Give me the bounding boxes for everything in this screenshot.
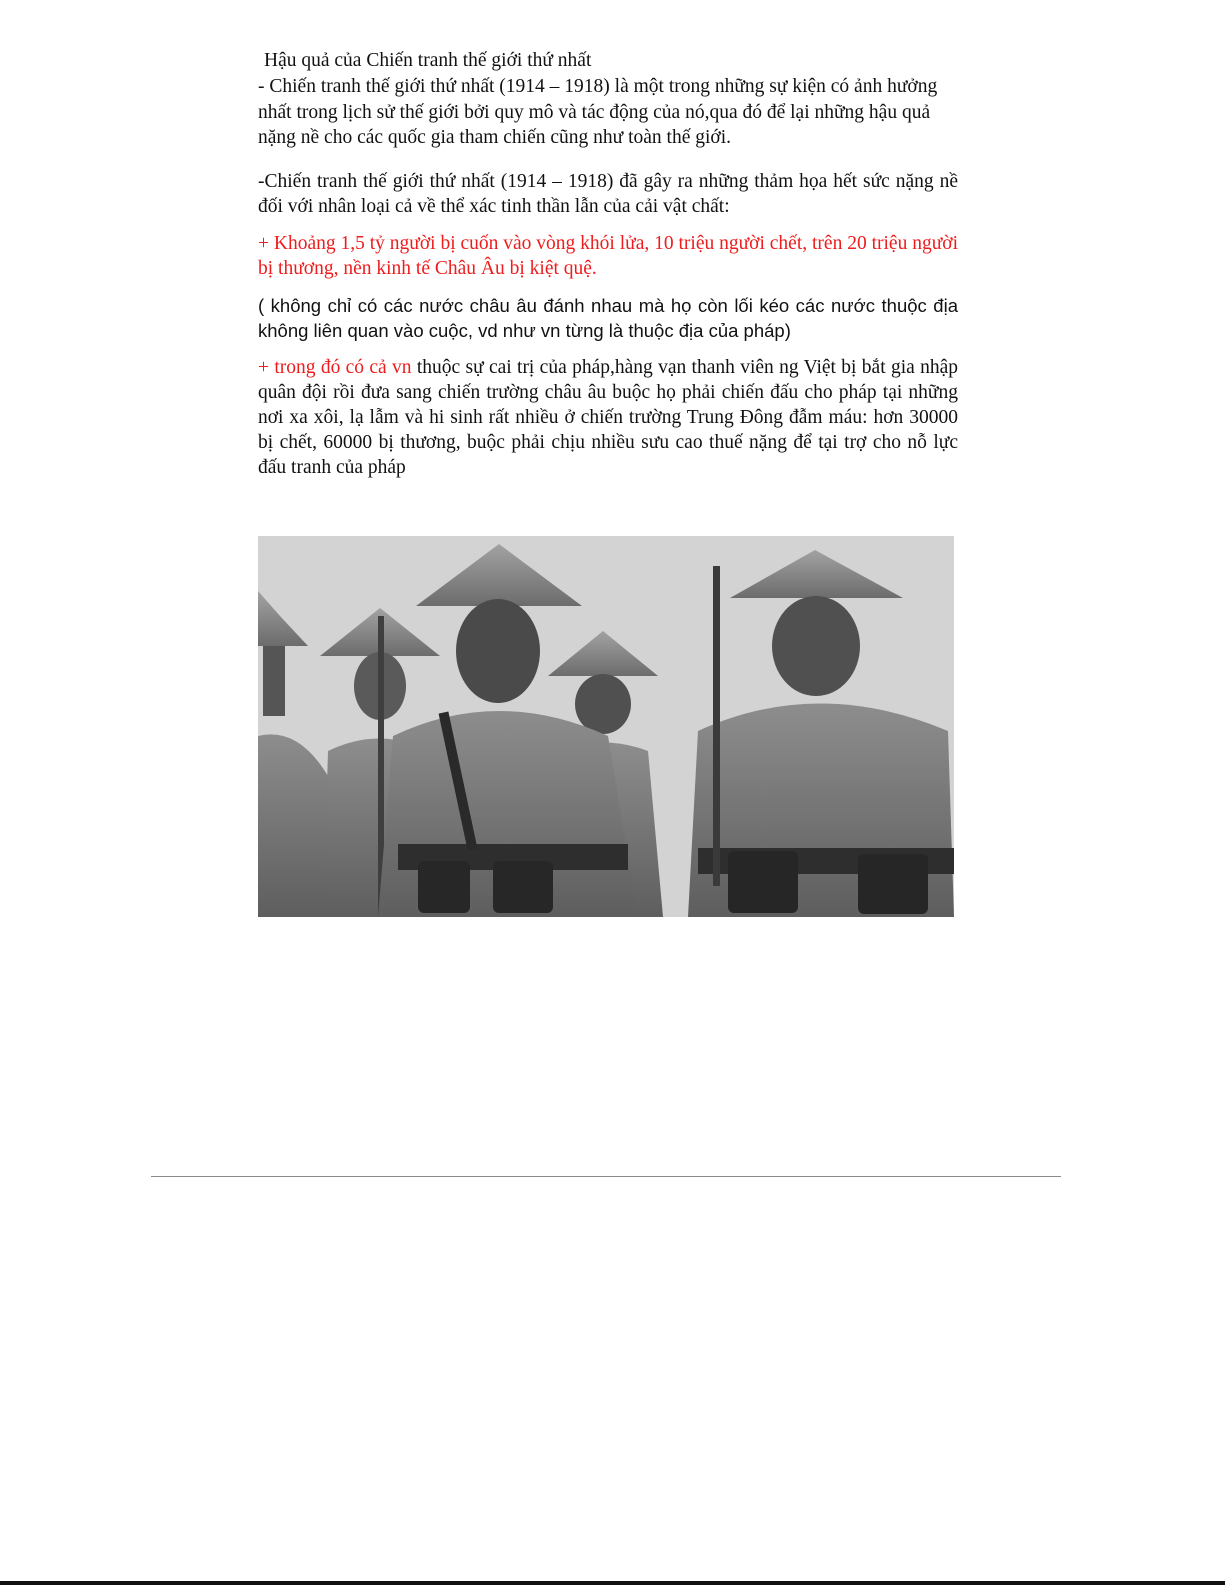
vietnam-highlight: trong đó có cả vn	[274, 356, 412, 378]
page-divider	[151, 1176, 1061, 1177]
bullet-marker: +	[258, 356, 275, 378]
soldiers-photo	[258, 536, 954, 917]
intro-paragraph: - Chiến tranh thế giới thứ nhất (1914 – 1918) là một trong những sự kiện có ảnh hưởng nhất trong lịch sử thế giới bởi quy mô và tác động của nó,qua đó để lại những hậu quả nặng nề cho các quốc gia tham chiến cũng như toàn thế giới.	[258, 76, 938, 148]
vietnam-bullet-text: thuộc sự cai trị của pháp,hàng vạn thanh viên ng Việt bị bắt gia nhập quân đội rồi đưa sang chiến trường châu âu buộc họ phải chiến đấu cho pháp tại những nơi xa xôi, lạ lẫm và hi sinh rất nhiều ở chiến trường Trung Đông đẫm máu: hơn 30000 bị chết, 60000 bị thương, buộc phải chịu nhiều sưu cao thuế nặng để tại trợ cho nỗ lực đấu tranh của pháp	[258, 356, 958, 478]
colonies-note: ( không chỉ có các nước châu âu đánh nhau mà họ còn lối kéo các nước thuộc địa không liên quan vào cuộc, vd như vn từng là thuộc địa của pháp)	[258, 294, 958, 341]
page-title: Hậu quả của Chiến tranh thế giới thứ nhất	[264, 50, 592, 71]
consequences-paragraph: -Chiến tranh thế giới thứ nhất (1914 – 1918) đã gây ra những thảm họa hết sức nặng nề đối với nhân loại cả về thể xác tinh thần lẫn của cải vật chất:	[258, 170, 958, 217]
vietnam-bullet	[258, 355, 958, 480]
casualties-bullet: + Khoảng 1,5 tỷ người bị cuốn vào vòng khói lửa, 10 triệu người chết, trên 20 triệu người bị thương, nền kinh tế Châu Âu bị kiệt quệ.	[258, 232, 958, 279]
document-body	[258, 48, 958, 480]
soldiers-photo-illustration	[258, 536, 954, 917]
